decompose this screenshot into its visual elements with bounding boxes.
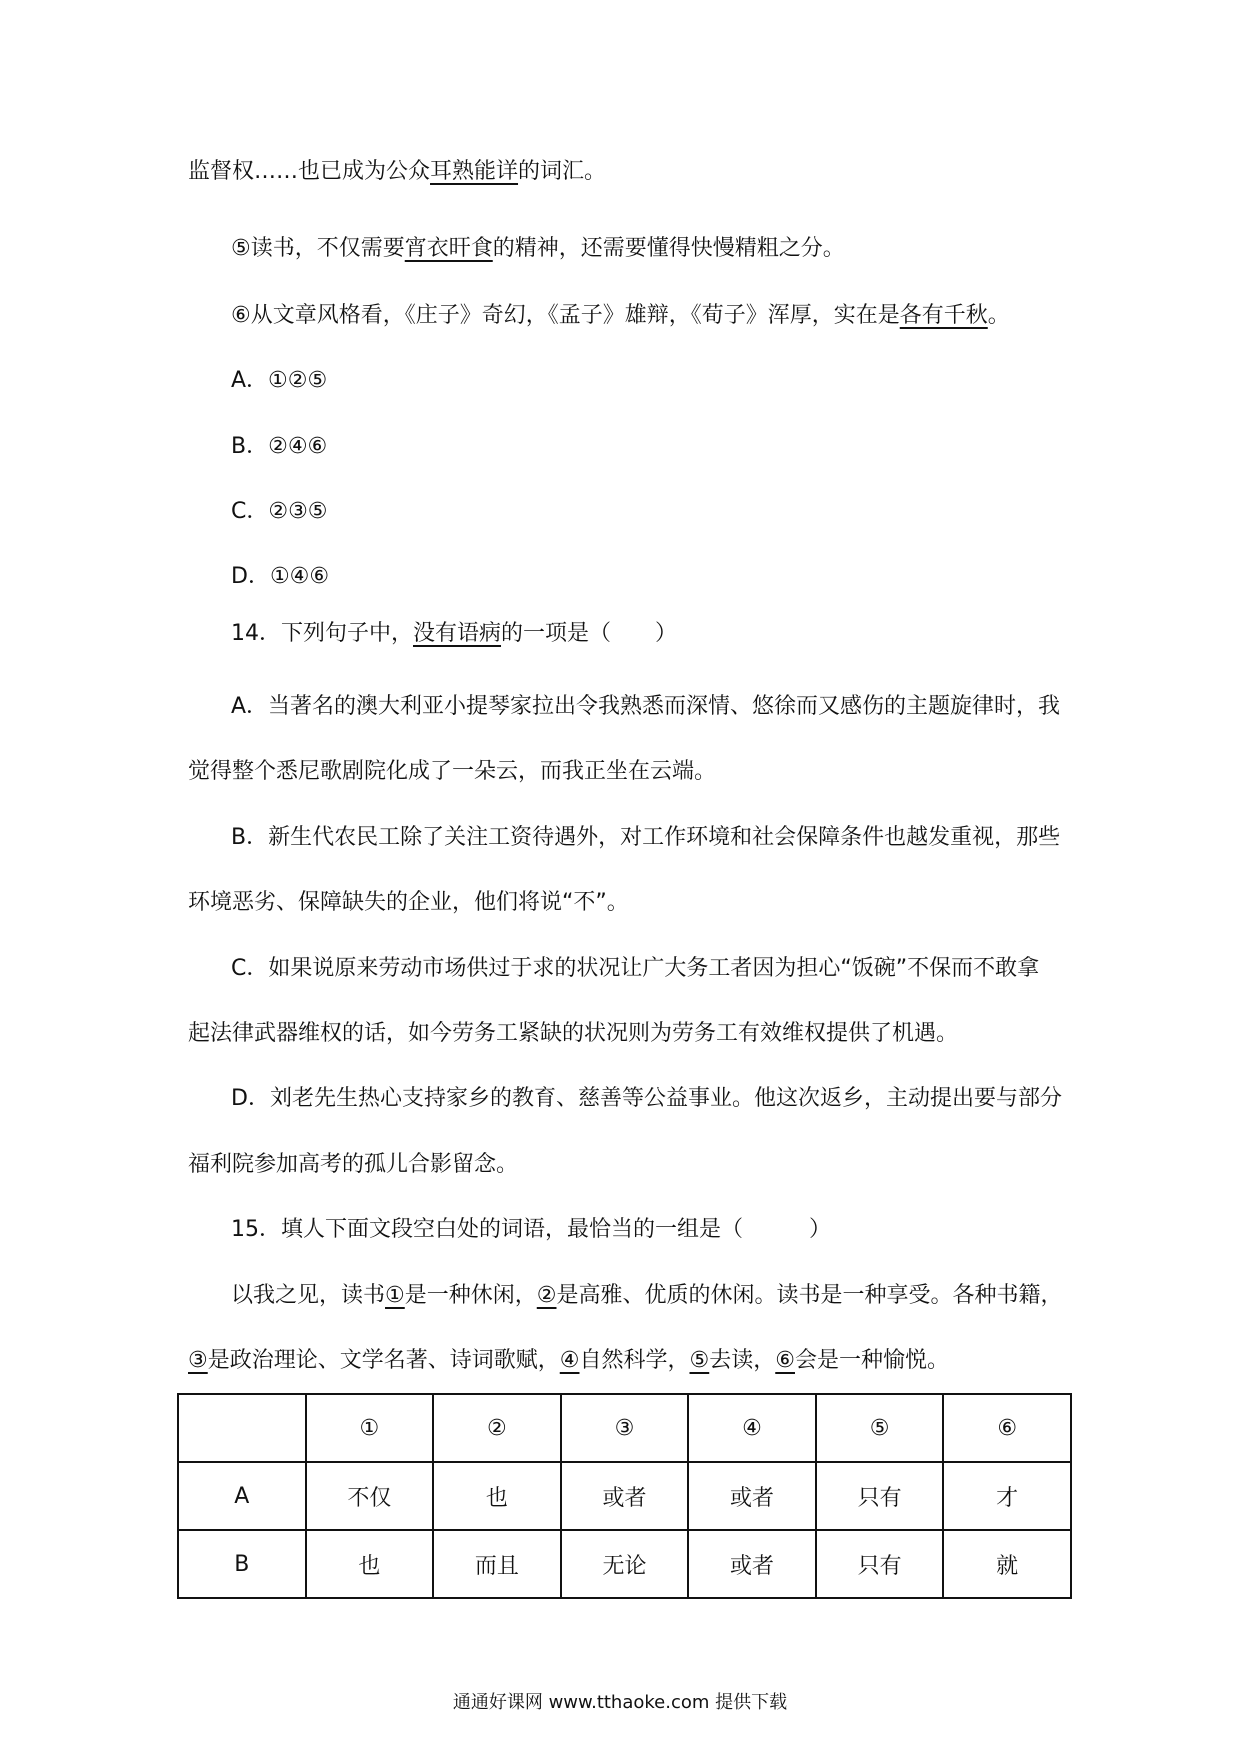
item-5 [231, 234, 845, 264]
table-cell: A [178, 1462, 306, 1530]
q14-option-b-line2: 环境恶劣、保障缺失的企业，他们将说“不”。 [188, 890, 629, 915]
underlined-word: 宵衣旰食 [404, 236, 493, 261]
table-cell: 只有 [816, 1530, 944, 1598]
table-cell: 无论 [561, 1530, 689, 1598]
q14-option-a-line2: 觉得整个悉尼歌剧院化成了一朵云，而我正坐在云端。 [188, 759, 717, 784]
passage-text: 是政治理论、文学名著、诗词歌赋， [207, 1348, 560, 1373]
underlined-word: 没有语病 [413, 621, 502, 646]
q13-option-d: D．①④⑥ [231, 564, 330, 589]
table-cell: 不仅 [306, 1462, 434, 1530]
q14-option-b-line1: B．新生代农民工除了关注工资待遇外，对工作环境和社会保障条件也越发重视，那些 [231, 825, 1061, 850]
table-cell: ④ [688, 1394, 816, 1462]
q13-option-c: C．②③⑤ [231, 499, 328, 524]
blank-marker: ⑥ [775, 1348, 795, 1373]
q14-stem [231, 619, 677, 649]
table-cell: ③ [561, 1394, 689, 1462]
item-6-text-end: 。 [987, 303, 1010, 328]
table-cell: ① [306, 1394, 434, 1462]
q15-stem: 15．填人下面文段空白处的词语，最恰当的一组是（ ） [231, 1217, 831, 1242]
q14-option-c-line2: 起法律武器维权的话，如今劳务工紧缺的状况则为劳务工有效维权提供了机遇。 [188, 1021, 959, 1046]
q14-option-c-line1: C．如果说原来劳动市场供过于求的状况让广大务工者因为担心“饭碗”不保而不敢拿 [231, 956, 1040, 981]
table-header-row [178, 1394, 1071, 1462]
item-6 [231, 301, 1010, 331]
table-row [178, 1462, 1071, 1530]
q15-passage-line2 [188, 1346, 949, 1376]
answer-table [177, 1393, 1072, 1599]
blank-marker: ① [385, 1283, 405, 1308]
passage-text: 去读， [709, 1348, 776, 1373]
blank-marker: ② [536, 1283, 557, 1308]
table-cell: 才 [943, 1462, 1071, 1530]
passage-text: 是高雅、优质的休闲。读书是一种享受。各种书籍， [556, 1283, 1063, 1308]
table-cell: 就 [943, 1530, 1071, 1598]
underlined-word: 各有千秋 [899, 303, 988, 328]
table-cell: 或者 [561, 1462, 689, 1530]
page-footer: 通通好课网 www.tthaoke.com 提供下载 [452, 1692, 788, 1713]
table-cell: 也 [306, 1530, 434, 1598]
passage-text: 会是一种愉悦。 [794, 1348, 949, 1373]
blank-marker: ⑤ [689, 1348, 710, 1373]
item-6-text: ⑥从文章风格看，《庄子》奇幻，《孟子》雄辩，《荀子》浑厚，实在是 [231, 303, 900, 328]
q15-passage-line1 [231, 1281, 1063, 1311]
table-cell [178, 1394, 306, 1462]
intro-text: 监督权……也已成为公众 [188, 159, 431, 184]
table-cell: 或者 [688, 1462, 816, 1530]
q14-stem-text-end: 的一项是（ ） [501, 621, 678, 646]
table-cell: B [178, 1530, 306, 1598]
q14-option-d-line2: 福利院参加高考的孤儿合影留念。 [188, 1152, 519, 1177]
item-5-text: ⑤读书，不仅需要 [231, 236, 405, 261]
q13-option-a: A．①②⑤ [231, 368, 328, 393]
table-cell: 只有 [816, 1462, 944, 1530]
intro-line [188, 157, 606, 187]
table-cell: ⑤ [816, 1394, 944, 1462]
passage-text: 是一种休闲， [404, 1283, 537, 1308]
q14-option-d-line1: D．刘老先生热心支持家乡的教育、慈善等公益事业。他这次返乡，主动提出要与部分 [231, 1086, 1062, 1111]
q13-option-b: B．②④⑥ [231, 434, 328, 459]
intro-text-end: 的词汇。 [518, 159, 607, 184]
q14-stem-text: 14．下列句子中， [231, 621, 413, 646]
table-cell: 也 [433, 1462, 561, 1530]
underlined-word: 耳熟能详 [430, 159, 519, 184]
passage-text: 以我之见，读书 [231, 1283, 386, 1308]
table-cell: 或者 [688, 1530, 816, 1598]
q14-option-a-line1: A．当著名的澳大利亚小提琴家拉出令我熟悉而深情、悠徐而又感伤的主题旋律时，我 [231, 694, 1061, 719]
table-cell: ② [433, 1394, 561, 1462]
table-cell: ⑥ [943, 1394, 1071, 1462]
table-row [178, 1530, 1071, 1598]
table-cell: 而且 [433, 1530, 561, 1598]
passage-text: 自然科学， [579, 1348, 690, 1373]
blank-marker: ④ [559, 1348, 580, 1373]
item-5-text-end: 的精神，还需要懂得快慢精粗之分。 [492, 236, 845, 261]
blank-marker: ③ [188, 1348, 208, 1373]
